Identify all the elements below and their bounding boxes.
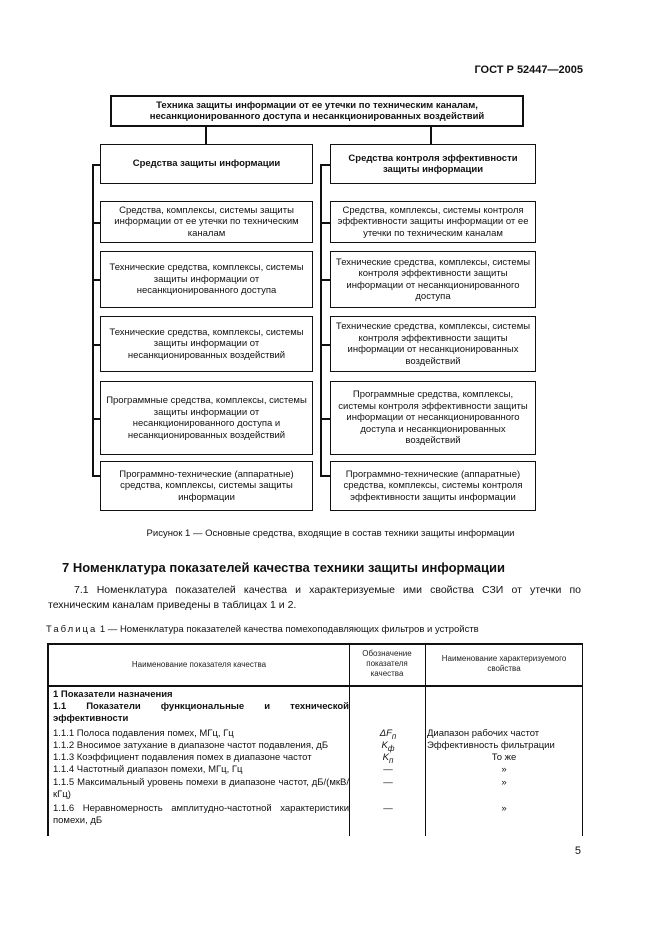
connector xyxy=(92,475,100,477)
connector xyxy=(320,279,330,281)
symbol-main: K xyxy=(381,740,388,751)
row-property: Эффективность фильтрации xyxy=(427,740,555,751)
page-number: 5 xyxy=(574,845,581,857)
row-property: » xyxy=(501,803,507,814)
table-label: Таблица xyxy=(46,624,98,635)
connector xyxy=(92,344,100,346)
header-symbol: Обозначение показателя качества xyxy=(362,649,412,678)
left-item-5: Программно-технические (аппаратные) средства, комплексы, системы защиты информации xyxy=(100,461,313,511)
row-name: 1.1.1 Полоса подавления помех, МГц, Гц xyxy=(53,728,234,739)
connector xyxy=(320,418,330,420)
diagram-left-head: Средства защиты информации xyxy=(100,144,313,184)
row-symbol: — xyxy=(383,803,393,814)
symbol-sub: п xyxy=(388,755,394,765)
left-item-2: Технические средства, комплексы, системы защиты информации от несанкционированного доступа xyxy=(100,251,313,308)
connector xyxy=(320,222,330,224)
diagram-right-head: Средства контроля эффективности защиты информации xyxy=(330,144,536,184)
symbol-main: K xyxy=(382,752,389,763)
table-border xyxy=(47,643,49,836)
row-name: 1.1.2 Вносимое затухание в диапазоне частот подавления, дБ xyxy=(53,740,329,751)
row-name: 1.1.6 Неравномерность амплитудно-частотной характеристики помехи, дБ xyxy=(53,803,349,826)
row-property: » xyxy=(501,764,507,775)
symbol-sub: п xyxy=(391,731,397,741)
table-border xyxy=(349,643,350,836)
right-item-2: Технические средства, комплексы, системы контроля эффективности защиты информации от несанкционированного доступа xyxy=(330,251,536,308)
connector xyxy=(320,475,330,477)
table-caption: 1 — Номенклатура показателей качества помехоподавляющих фильтров и устройств xyxy=(97,624,479,635)
row-symbol: — xyxy=(383,764,393,775)
left-item-4: Программные средства, комплексы, системы защиты информации от несанкционированного доступа и несанкционированных воздействий xyxy=(100,381,313,455)
connector xyxy=(205,127,207,144)
symbol-main: ΔF xyxy=(379,728,392,739)
row-name: 1.1.4 Частотный диапазон помехи, МГц, Гц xyxy=(53,764,243,775)
right-item-5: Программно-технические (аппаратные) средства, комплексы, системы контроля эффективности защиты информации xyxy=(330,461,536,511)
row-name: 1.1 Показатели функциональные и технической эффективности xyxy=(53,701,349,724)
symbol-sub: ф xyxy=(387,743,395,753)
row-property: То же xyxy=(491,752,517,763)
connector xyxy=(320,344,330,346)
standard-number: ГОСТ Р 52447—2005 xyxy=(474,64,583,76)
table-border xyxy=(47,643,583,645)
left-item-3: Технические средства, комплексы, системы защиты информации от несанкционированных воздействий xyxy=(100,316,313,372)
header-name: Наименование показателя качества xyxy=(131,660,267,669)
right-item-4: Программные средства, комплексы, системы контроля эффективности защиты информации от несанкционированного доступа и несанкционированных воздействий xyxy=(330,381,536,455)
connector xyxy=(92,164,100,166)
section-title: 7 Номенклатура показателей качества техники защиты информации xyxy=(62,560,505,575)
section-paragraph: 7.1 Номенклатура показателей качества и характеризуемые ими свойства СЗИ от утечки по техническим каналам приведены в таблицах 1 и 2. xyxy=(48,584,581,611)
connector xyxy=(92,279,100,281)
row-name: 1.1.3 Коэффициент подавления помех в диапазоне частот xyxy=(53,752,312,763)
table-title xyxy=(46,624,479,635)
connector xyxy=(320,164,330,166)
connector xyxy=(430,127,432,144)
right-item-3: Технические средства, комплексы, системы контроля эффективности защиты информации от несанкционированных воздействий xyxy=(330,316,536,372)
connector xyxy=(92,222,100,224)
right-item-1: Средства, комплексы, системы контроля эффективности защиты информации от ее утечки по техническим каналам xyxy=(330,201,536,243)
left-spine xyxy=(92,164,94,476)
figure-caption: Рисунок 1 — Основные средства, входящие в состав техники защиты информации xyxy=(146,528,515,539)
row-name: 1.1.5 Максимальный уровень помехи в диапазоне частот, дБ/(мкВ/кГц) xyxy=(53,777,349,800)
diagram-top-box: Техника защиты информации от ее утечки по техническим каналам, несанкционированного доступа и несанкционированных воздействий xyxy=(110,95,524,127)
quality-table xyxy=(47,643,583,836)
row-property: » xyxy=(501,777,507,788)
row-property: Диапазон рабочих частот xyxy=(427,728,540,739)
row-symbol: — xyxy=(383,777,393,788)
header-property: Наименование характеризуемого свойства xyxy=(441,654,567,673)
table-border xyxy=(582,643,584,836)
right-spine xyxy=(320,164,322,476)
table-border xyxy=(47,685,583,687)
table-border xyxy=(425,643,426,836)
left-item-1: Средства, комплексы, системы защиты информации от ее утечки по техническим каналам xyxy=(100,201,313,243)
row-name: 1 Показатели назначения xyxy=(53,689,173,700)
connector xyxy=(92,418,100,420)
